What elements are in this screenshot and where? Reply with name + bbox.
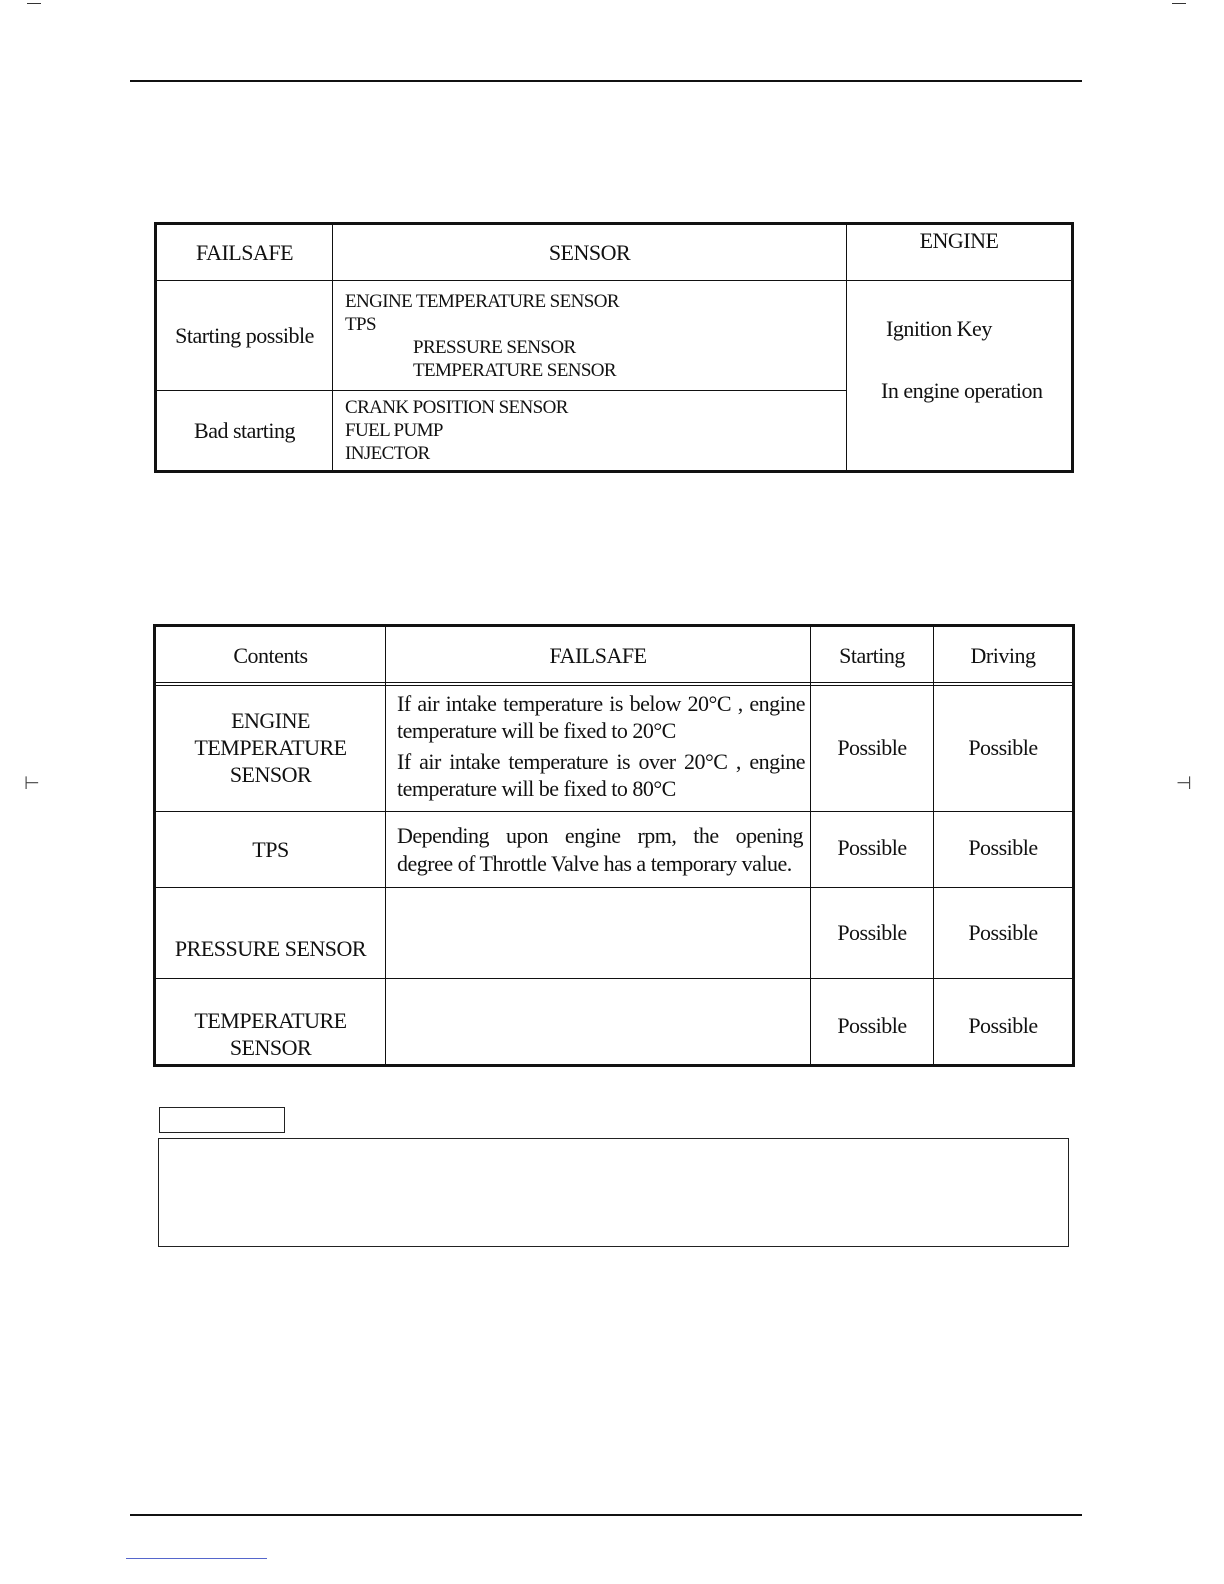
driving-tps: Possible — [968, 835, 1038, 860]
row-pressure-sensor-label: PRESSURE SENSOR — [174, 936, 367, 961]
crop-corner-top-right — [1172, 3, 1186, 4]
row-starting-possible-label: Starting possible — [175, 323, 314, 348]
sensor-engine-temperature: ENGINE TEMPERATURE SENSOR — [345, 291, 619, 312]
header-failsafe: FAILSAFE — [549, 643, 647, 668]
sensor-crank-position: CRANK POSITION SENSOR — [345, 397, 568, 418]
failsafe-engine-temp-below: If air intake temperature is below 20°C , engine temperature will be fixed to 20°C — [397, 691, 805, 743]
sensor-pressure: PRESSURE SENSOR — [413, 337, 576, 358]
crop-corner-top-left — [27, 3, 41, 4]
driving-engine-temperature: Possible — [968, 735, 1038, 760]
failsafe-tps: Depending upon engine rpm, the opening degree of Throttle Valve has a temporary value. — [397, 823, 803, 876]
header-rule — [130, 80, 1082, 82]
sensor-injector: INJECTOR — [345, 443, 430, 464]
row-bad-starting-label: Bad starting — [194, 418, 295, 443]
note-box — [158, 1138, 1069, 1247]
row-temperature-sensor-label: TEMPERATURE SENSOR — [194, 1008, 347, 1060]
row-tps-label: TPS — [252, 837, 289, 862]
sensor-temperature: TEMPERATURE SENSOR — [413, 360, 616, 381]
driving-temperature-sensor: Possible — [968, 1013, 1038, 1038]
sensor-tps: TPS — [345, 314, 376, 335]
registration-mark-right: ⊣ — [1176, 773, 1192, 794]
footer-link-underline — [126, 1558, 267, 1559]
failsafe-engine-temp-over: If air intake temperature is over 20°C , engine temperature will be fixed to 80°C — [397, 749, 805, 801]
note-label-box — [159, 1107, 285, 1133]
failsafe-detail-table — [153, 624, 1075, 1067]
failsafe-overview-table — [154, 222, 1074, 473]
starting-tps: Possible — [837, 835, 907, 860]
starting-engine-temperature: Possible — [837, 735, 907, 760]
row-engine-temperature-sensor-label: ENGINE TEMPERATURE SENSOR — [194, 708, 347, 787]
registration-mark-left: ⊢ — [24, 773, 40, 794]
header-sensor: SENSOR — [548, 240, 631, 265]
header-driving: Driving — [970, 643, 1036, 668]
engine-in-operation: In engine operation — [881, 378, 1043, 403]
header-engine: ENGINE — [919, 228, 999, 253]
footer-rule — [130, 1514, 1082, 1516]
header-failsafe: FAILSAFE — [195, 240, 294, 265]
header-starting: Starting — [839, 643, 905, 668]
sensor-fuel-pump: FUEL PUMP — [345, 420, 443, 441]
starting-pressure-sensor: Possible — [837, 920, 907, 945]
engine-ignition-key: Ignition Key — [886, 316, 992, 341]
starting-temperature-sensor: Possible — [837, 1013, 907, 1038]
header-contents: Contents — [233, 643, 308, 668]
driving-pressure-sensor: Possible — [968, 920, 1038, 945]
